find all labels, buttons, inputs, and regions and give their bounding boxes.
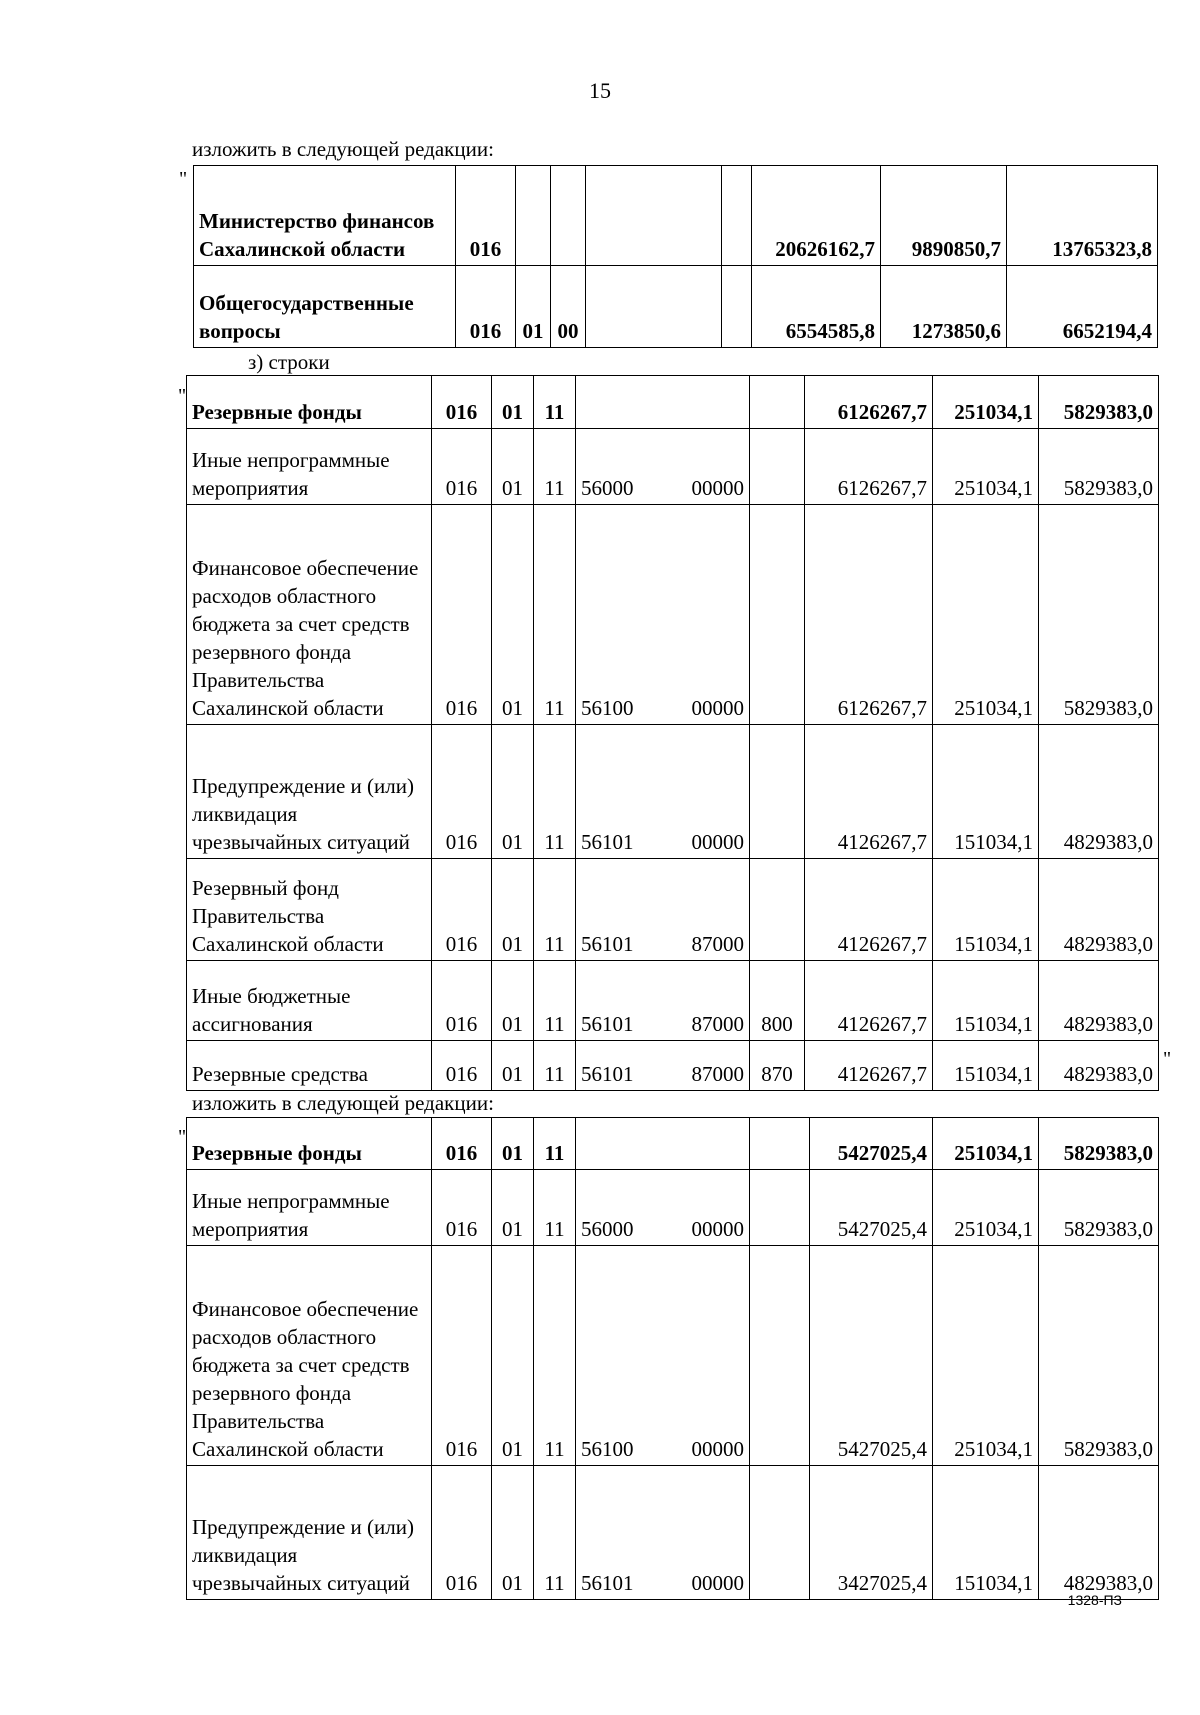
cell-expense-type: [750, 859, 805, 961]
cell-amount-3: 13765323,8: [1007, 166, 1158, 266]
target-code-part1: 56101: [581, 932, 634, 956]
paragraph-edit-instruction-1: изложить в следующей редакции:: [192, 137, 494, 161]
cell-section: [516, 166, 551, 266]
cell-amount-1: 4126267,7: [805, 961, 933, 1041]
cell-section: 01: [516, 266, 551, 348]
cell-expense-type: [750, 429, 805, 505]
target-code-part1: 56000: [581, 1217, 634, 1241]
table-row: [187, 961, 1159, 1041]
row-name: Резервные средства: [187, 1041, 432, 1091]
cell-target-code: [576, 429, 750, 505]
cell-amount-3: 5829383,0: [1039, 505, 1159, 725]
opening-quote-3: ": [178, 1126, 187, 1148]
table-row: [187, 1466, 1159, 1600]
cell-section: 01: [492, 1246, 534, 1466]
cell-target-code: [576, 505, 750, 725]
cell-subsection: 11: [534, 1118, 576, 1170]
cell-section: 01: [492, 1041, 534, 1091]
cell-expense-type: [750, 1170, 810, 1246]
paragraph-item-z: з) строки: [248, 350, 330, 374]
row-name: Иные непрограммные мероприятия: [187, 1170, 432, 1246]
row-name: Министерство финансов Сахалинской области: [194, 166, 456, 266]
row-name: Иные непрограммные мероприятия: [187, 429, 432, 505]
cell-amount-3: 4829383,0: [1039, 1466, 1159, 1600]
target-code-part2: 87000: [691, 1062, 744, 1086]
table-row: [194, 266, 1158, 348]
cell-amount-2: 251034,1: [933, 1246, 1039, 1466]
target-code-part1: 56000: [581, 476, 634, 500]
cell-grbs: 016: [432, 1118, 492, 1170]
cell-expense-type: [750, 505, 805, 725]
cell-amount-1: 6126267,7: [805, 429, 933, 505]
target-code-part2: 00000: [691, 696, 744, 720]
cell-amount-2: 151034,1: [933, 1041, 1039, 1091]
row-name: Резервный фонд Правительства Сахалинской области: [187, 859, 432, 961]
target-code-part1: 56101: [581, 830, 634, 854]
cell-amount-2: 251034,1: [933, 1170, 1039, 1246]
cell-subsection: 11: [534, 1041, 576, 1091]
cell-grbs: 016: [432, 1466, 492, 1600]
cell-section: 01: [492, 725, 534, 859]
row-name: Иные бюджетные ассигнования: [187, 961, 432, 1041]
cell-target-code: [586, 166, 722, 266]
table-row: [187, 1118, 1159, 1170]
cell-subsection: 11: [534, 859, 576, 961]
cell-amount-3: 4829383,0: [1039, 1041, 1159, 1091]
cell-expense-type: [750, 725, 805, 859]
cell-amount-3: 4829383,0: [1039, 725, 1159, 859]
cell-grbs: 016: [432, 429, 492, 505]
cell-expense-type: [722, 266, 752, 348]
cell-subsection: 11: [534, 376, 576, 429]
table-row: [187, 429, 1159, 505]
table-row: [187, 376, 1159, 429]
cell-grbs: 016: [432, 376, 492, 429]
cell-section: 01: [492, 961, 534, 1041]
row-name: Предупреждение и (или) ликвидация чрезвычайных ситуаций: [187, 1466, 432, 1600]
cell-amount-3: 5829383,0: [1039, 376, 1159, 429]
cell-amount-2: 151034,1: [933, 725, 1039, 859]
cell-target-code: [586, 266, 722, 348]
cell-subsection: 11: [534, 725, 576, 859]
cell-amount-2: 251034,1: [933, 1118, 1039, 1170]
cell-grbs: 016: [456, 166, 516, 266]
table-row: [187, 859, 1159, 961]
row-name: Резервные фонды: [187, 1118, 432, 1170]
cell-amount-1: 5427025,4: [810, 1170, 933, 1246]
cell-amount-1: 20626162,7: [752, 166, 881, 266]
cell-expense-type: [722, 166, 752, 266]
cell-amount-2: 151034,1: [933, 961, 1039, 1041]
cell-target-code: [576, 961, 750, 1041]
cell-target-code: [576, 1246, 750, 1466]
cell-expense-type: [750, 1118, 810, 1170]
document-code: 1328-ПЗ: [1067, 1592, 1122, 1608]
cell-expense-type: [750, 1466, 810, 1600]
cell-amount-3: 4829383,0: [1039, 961, 1159, 1041]
cell-amount-3: 6652194,4: [1007, 266, 1158, 348]
cell-grbs: 016: [432, 1246, 492, 1466]
cell-target-code: [576, 1170, 750, 1246]
target-code-part2: 00000: [691, 1571, 744, 1595]
table-ministry-rows: [193, 165, 1158, 348]
cell-subsection: 11: [534, 961, 576, 1041]
cell-subsection: 11: [534, 505, 576, 725]
cell-grbs: 016: [432, 505, 492, 725]
opening-quote-2: ": [178, 385, 187, 407]
table-new-rows: [186, 1117, 1159, 1600]
cell-target-code: [576, 859, 750, 961]
table-row: [187, 725, 1159, 859]
table-old-rows: [186, 375, 1159, 1091]
target-code-part1: 56101: [581, 1012, 634, 1036]
table-row: [194, 166, 1158, 266]
cell-grbs: 016: [432, 859, 492, 961]
cell-amount-2: 251034,1: [933, 505, 1039, 725]
cell-amount-1: 3427025,4: [810, 1466, 933, 1600]
cell-amount-3: 5829383,0: [1039, 1118, 1159, 1170]
cell-section: 01: [492, 859, 534, 961]
target-code-part2: 00000: [691, 1217, 744, 1241]
cell-amount-2: 1273850,6: [881, 266, 1007, 348]
cell-amount-1: 5427025,4: [810, 1246, 933, 1466]
cell-grbs: 016: [432, 961, 492, 1041]
cell-amount-1: 6126267,7: [805, 376, 933, 429]
cell-subsection: 11: [534, 1246, 576, 1466]
cell-subsection: 11: [534, 429, 576, 505]
cell-amount-2: 251034,1: [933, 376, 1039, 429]
cell-amount-2: 9890850,7: [881, 166, 1007, 266]
target-code-part2: 87000: [691, 1012, 744, 1036]
cell-expense-type: [750, 376, 805, 429]
cell-grbs: 016: [456, 266, 516, 348]
cell-grbs: 016: [432, 725, 492, 859]
row-name: Финансовое обеспечение расходов областного бюджета за счет средств резервного фонда Правительства Сахалинской области: [187, 1246, 432, 1466]
cell-expense-type: 870: [750, 1041, 805, 1091]
cell-grbs: 016: [432, 1170, 492, 1246]
cell-section: 01: [492, 1170, 534, 1246]
cell-amount-1: 6126267,7: [805, 505, 933, 725]
target-code-part1: 56100: [581, 1437, 634, 1461]
closing-quote: ": [1163, 1048, 1172, 1070]
cell-expense-type: 800: [750, 961, 805, 1041]
table-row: [187, 1170, 1159, 1246]
cell-target-code: [576, 1466, 750, 1600]
cell-amount-3: 5829383,0: [1039, 429, 1159, 505]
target-code-part2: 00000: [691, 476, 744, 500]
paragraph-edit-instruction-2: изложить в следующей редакции:: [192, 1091, 494, 1115]
cell-amount-1: 4126267,7: [805, 859, 933, 961]
target-code-part1: 56101: [581, 1571, 634, 1595]
target-code-part1: 56101: [581, 1062, 634, 1086]
cell-section: 01: [492, 429, 534, 505]
cell-expense-type: [750, 1246, 810, 1466]
table-row: [187, 1246, 1159, 1466]
table-row: [187, 505, 1159, 725]
cell-amount-2: 251034,1: [933, 429, 1039, 505]
cell-subsection: 11: [534, 1466, 576, 1600]
cell-amount-1: 4126267,7: [805, 1041, 933, 1091]
row-name: Финансовое обеспечение расходов областного бюджета за счет средств резервного фонда Правительства Сахалинской области: [187, 505, 432, 725]
cell-subsection: 11: [534, 1170, 576, 1246]
cell-amount-3: 5829383,0: [1039, 1170, 1159, 1246]
target-code-part1: 56100: [581, 696, 634, 720]
cell-amount-1: 5427025,4: [810, 1118, 933, 1170]
cell-section: 01: [492, 376, 534, 429]
target-code-part2: 87000: [691, 932, 744, 956]
row-name: Резервные фонды: [187, 376, 432, 429]
cell-amount-2: 151034,1: [933, 859, 1039, 961]
cell-section: 01: [492, 505, 534, 725]
row-name: Общегосударственные вопросы: [194, 266, 456, 348]
target-code-part2: 00000: [691, 1437, 744, 1461]
cell-target-code: [576, 376, 750, 429]
cell-amount-3: 5829383,0: [1039, 1246, 1159, 1466]
target-code-part2: 00000: [691, 830, 744, 854]
cell-target-code: [576, 1118, 750, 1170]
opening-quote-1: ": [179, 168, 188, 190]
cell-amount-2: 151034,1: [933, 1466, 1039, 1600]
cell-section: 01: [492, 1466, 534, 1600]
cell-target-code: [576, 725, 750, 859]
page-number: 15: [589, 78, 611, 103]
cell-target-code: [576, 1041, 750, 1091]
table-row: [187, 1041, 1159, 1091]
row-name: Предупреждение и (или) ликвидация чрезвычайных ситуаций: [187, 725, 432, 859]
cell-amount-1: 6554585,8: [752, 266, 881, 348]
cell-subsection: 00: [551, 266, 586, 348]
cell-subsection: [551, 166, 586, 266]
cell-section: 01: [492, 1118, 534, 1170]
cell-amount-1: 4126267,7: [805, 725, 933, 859]
cell-amount-3: 4829383,0: [1039, 859, 1159, 961]
cell-grbs: 016: [432, 1041, 492, 1091]
